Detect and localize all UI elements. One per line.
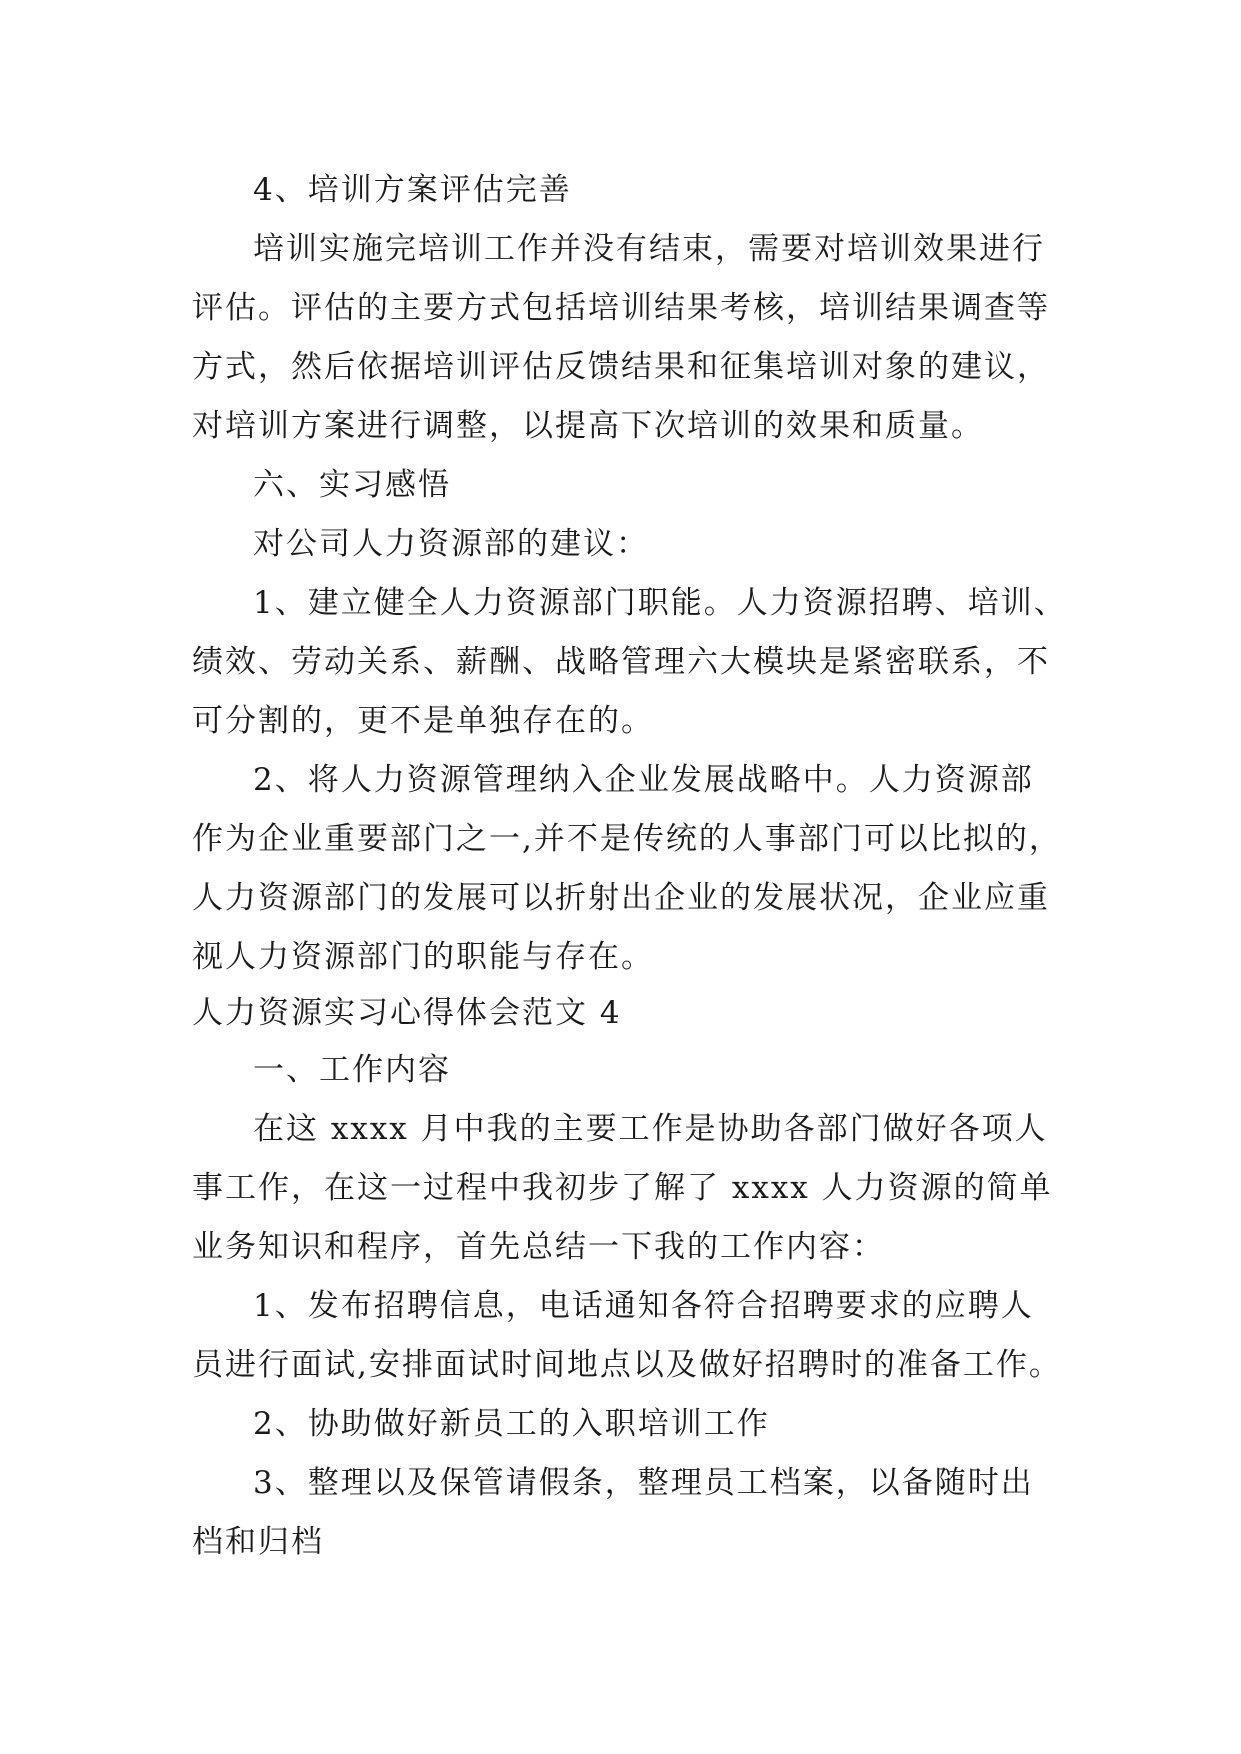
paragraph-line: 2、协助做好新员工的入职培训工作 bbox=[253, 1406, 770, 1442]
paragraph-line: 在这 xxxx 月中我的主要工作是协助各部门做好各项人 bbox=[253, 1111, 1048, 1147]
paragraph-line: 评估。评估的主要方式包括培训结果考核，培训结果调查等 bbox=[192, 290, 1050, 326]
paragraph-line: 人力资源部门的发展可以折射出企业的发展状况，企业应重 bbox=[192, 880, 1050, 916]
paragraph-line: 对培训方案进行调整，以提高下次培训的效果和质量。 bbox=[192, 408, 984, 444]
paragraph-line: 视人力资源部门的职能与存在。 bbox=[192, 939, 654, 975]
paragraph-line: 1、发布招聘信息，电话通知各符合招聘要求的应聘人 bbox=[253, 1288, 1034, 1324]
paragraph-line: 员进行面试,安排面试时间地点以及做好招聘时的准备工作。 bbox=[192, 1347, 1062, 1383]
paragraph-line: 方式，然后依据培训评估反馈结果和征集培训对象的建议， bbox=[192, 349, 1050, 385]
section-heading-training-evaluation: 4、培训方案评估完善 bbox=[253, 172, 572, 208]
paragraph-line: 1、建立健全人力资源部门职能。人力资源招聘、培训、 bbox=[253, 585, 1067, 621]
article-title: 人力资源实习心得体会范文 4 bbox=[192, 995, 622, 1031]
paragraph-line: 业务知识和程序，首先总结一下我的工作内容： bbox=[192, 1229, 885, 1265]
paragraph-line: 对公司人力资源部的建议： bbox=[253, 526, 649, 562]
paragraph-line: 可分割的，更不是单独存在的。 bbox=[192, 703, 654, 739]
section-heading-internship-reflection: 六、实习感悟 bbox=[253, 467, 451, 503]
paragraph-line: 绩效、劳动关系、薪酬、战略管理六大模块是紧密联系，不 bbox=[192, 644, 1050, 680]
paragraph-line: 培训实施完培训工作并没有结束，需要对培训效果进行 bbox=[253, 231, 1045, 267]
paragraph-line: 3、整理以及保管请假条，整理员工档案，以备随时出 bbox=[253, 1465, 1034, 1501]
paragraph-line: 作为企业重要部门之一,并不是传统的人事部门可以比拟的， bbox=[192, 821, 1062, 857]
paragraph-line: 档和归档 bbox=[192, 1524, 324, 1560]
section-heading-work-content: 一、工作内容 bbox=[253, 1052, 451, 1088]
paragraph-line: 2、将人力资源管理纳入企业发展战略中。人力资源部 bbox=[253, 762, 1034, 798]
paragraph-line: 事工作，在这一过程中我初步了解了 xxxx 人力资源的简单 bbox=[192, 1170, 1053, 1206]
